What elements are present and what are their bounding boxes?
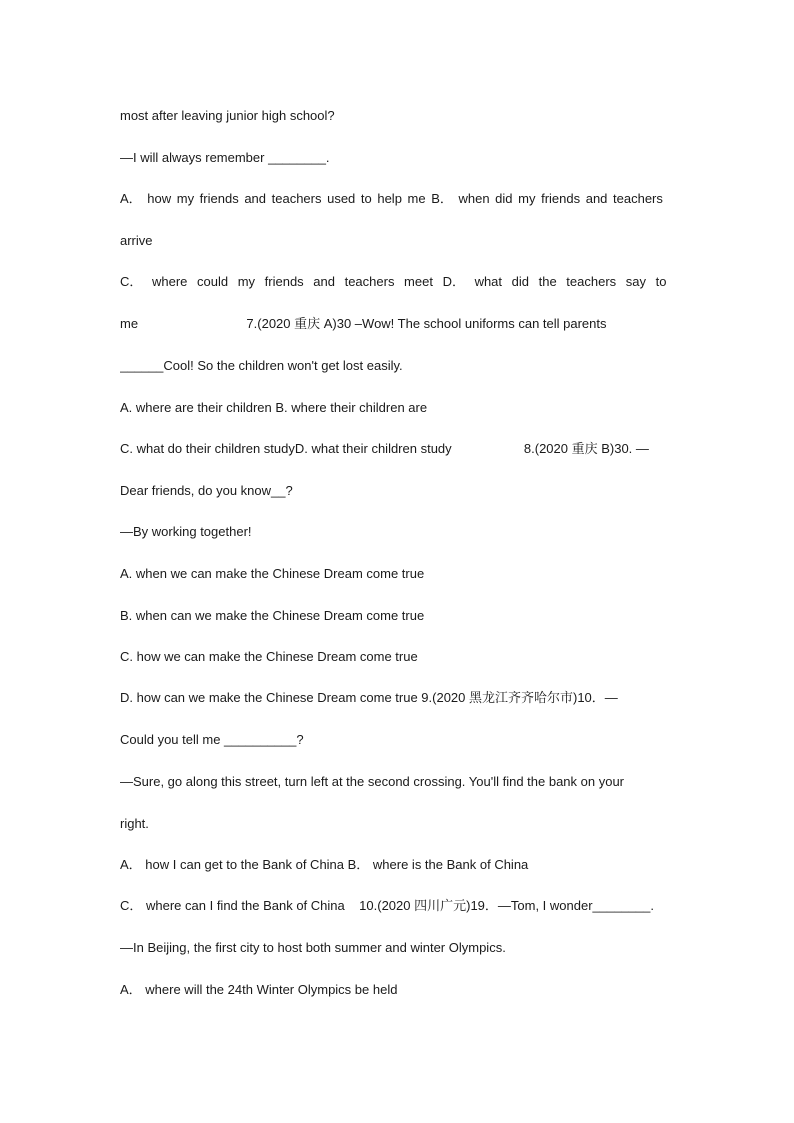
text-line: A. when we can make the Chinese Dream come true (120, 566, 425, 581)
text-line: C. what do their children studyD. what their children study 8.(2020 重庆 B)30. — (120, 441, 649, 456)
text-line: A. where are their children B. where their children are (120, 400, 428, 415)
text-line: C． where could my friends and teachers meet D． what did the teachers say to (120, 274, 667, 289)
text-line: —Sure, go along this street, turn left at the second crossing. You'll find the bank on your (120, 774, 625, 789)
text-line: D. how can we make the Chinese Dream come true 9.(2020 黑龙江齐齐哈尔市)10．— (120, 690, 618, 705)
text-line: —I will always remember ________. (120, 150, 330, 165)
text-line: me 7.(2020 重庆 A)30 –Wow! The school uniforms can tell parents (120, 316, 607, 331)
text-line: ______Cool! So the children won't get lost easily. (120, 358, 403, 373)
text-line: A． how I can get to the Bank of China B． where is the Bank of China (120, 857, 529, 872)
text-line: —In Beijing, the first city to host both summer and winter Olympics. (120, 940, 506, 955)
text-line: A． where will the 24th Winter Olympics be held (120, 982, 398, 997)
text-line: most after leaving junior high school? (120, 108, 335, 123)
text-line: Dear friends, do you know__? (120, 483, 293, 498)
text-line: A． how my friends and teachers used to help me B． when did my friends and teachers (120, 191, 663, 206)
text-line: —By working together! (120, 524, 252, 539)
text-line: C. how we can make the Chinese Dream come true (120, 649, 418, 664)
text-line: arrive (120, 233, 153, 248)
text-line: Could you tell me __________? (120, 732, 304, 747)
text-line: B. when can we make the Chinese Dream come true (120, 608, 425, 623)
text-line: right. (120, 816, 149, 831)
text-line: C． where can I find the Bank of China 10.(2020 四川广元)19．—Tom, I wonder________. (120, 898, 654, 913)
